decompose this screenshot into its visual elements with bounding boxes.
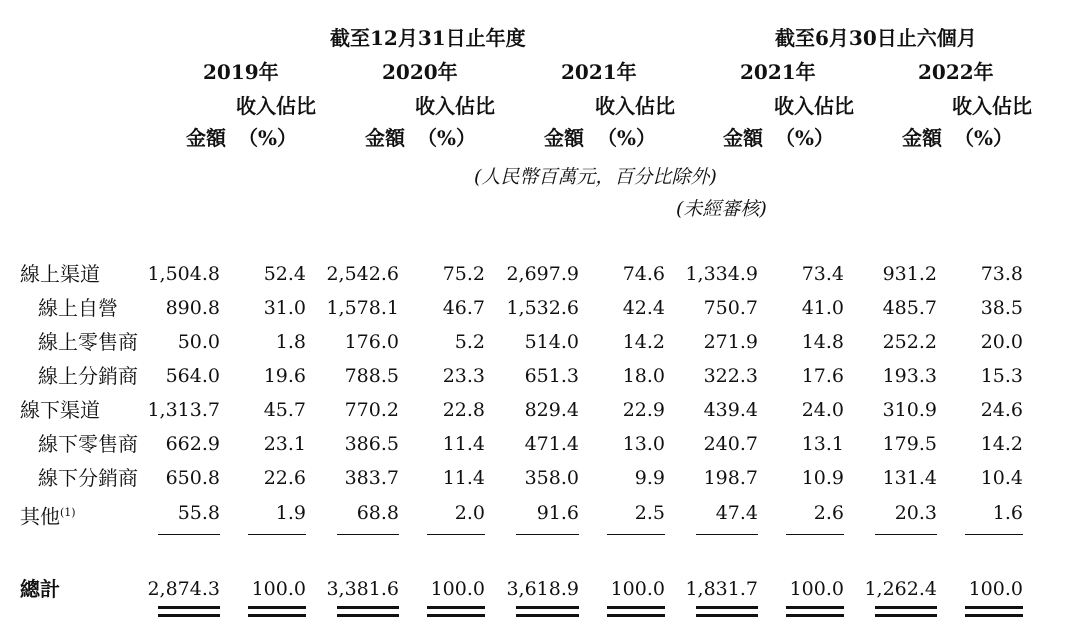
- percent-cell: 42.4: [622, 297, 665, 319]
- percent-cell: 19.6: [263, 365, 306, 387]
- header-amount-label: 金額: [544, 126, 584, 150]
- double-underline: [875, 614, 937, 617]
- amount-cell: 91.6: [536, 502, 579, 524]
- percent-cell: 2.5: [634, 502, 665, 524]
- row-label: 線上渠道: [20, 262, 100, 286]
- amount-cell: 55.8: [177, 502, 220, 524]
- percent-cell: 22.8: [442, 399, 485, 421]
- percent-cell: 24.0: [801, 399, 844, 421]
- percent-cell: 2.6: [813, 502, 844, 524]
- row-label: 線下分銷商: [38, 466, 138, 490]
- row-label: 線上零售商: [38, 330, 138, 354]
- amount-cell: 514.0: [524, 331, 579, 353]
- amount-cell: 2,697.9: [506, 263, 579, 285]
- percent-cell: 45.7: [263, 399, 306, 421]
- amount-cell: 176.0: [344, 331, 399, 353]
- amount-cell: 564.0: [165, 365, 220, 387]
- header-share-label: 收入佔比: [774, 94, 854, 118]
- header-percent-label: （%）: [954, 126, 1014, 150]
- total-percent-cell: 100.0: [251, 578, 306, 600]
- total-amount-cell: 1,831.7: [685, 578, 758, 600]
- amount-cell: 1,532.6: [506, 297, 579, 319]
- amount-cell: 20.3: [894, 502, 937, 524]
- amount-cell: 240.7: [703, 433, 758, 455]
- total-percent-cell: 100.0: [430, 578, 485, 600]
- amount-cell: 471.4: [524, 433, 579, 455]
- double-underline: [696, 614, 758, 617]
- total-amount-cell: 3,618.9: [506, 578, 579, 600]
- amount-cell: 651.3: [524, 365, 579, 387]
- amount-cell: 310.9: [882, 399, 937, 421]
- percent-cell: 10.4: [980, 467, 1023, 489]
- header-percent-label: （%）: [597, 126, 657, 150]
- double-underline: [965, 606, 1023, 609]
- unit-note: (人民幣百萬元，百分比除外): [474, 166, 717, 188]
- amount-cell: 1,334.9: [685, 263, 758, 285]
- header-year-2022-h1: 2022年: [918, 60, 994, 84]
- header-amount-label: 金額: [902, 126, 942, 150]
- amount-cell: 193.3: [882, 365, 937, 387]
- amount-cell: 770.2: [344, 399, 399, 421]
- total-amount-cell: 2,874.3: [147, 578, 220, 600]
- percent-cell: 18.0: [622, 365, 665, 387]
- double-underline: [427, 614, 485, 617]
- percent-cell: 13.1: [801, 433, 844, 455]
- amount-cell: 650.8: [165, 467, 220, 489]
- header-share-label: 收入佔比: [595, 94, 675, 118]
- double-underline: [158, 614, 220, 617]
- percent-cell: 22.6: [263, 467, 306, 489]
- double-underline: [248, 614, 306, 617]
- percent-cell: 75.2: [442, 263, 485, 285]
- percent-cell: 73.8: [980, 263, 1023, 285]
- header-percent-label: （%）: [238, 126, 298, 150]
- double-underline: [158, 606, 220, 609]
- amount-cell: 890.8: [165, 297, 220, 319]
- amount-cell: 750.7: [703, 297, 758, 319]
- amount-cell: 131.4: [882, 467, 937, 489]
- header-year-2019: 2019年: [203, 60, 279, 84]
- amount-cell: 662.9: [165, 433, 220, 455]
- double-underline: [337, 606, 399, 609]
- percent-cell: 17.6: [801, 365, 844, 387]
- amount-cell: 383.7: [344, 467, 399, 489]
- amount-cell: 271.9: [703, 331, 758, 353]
- amount-cell: 1,313.7: [147, 399, 220, 421]
- amount-cell: 439.4: [703, 399, 758, 421]
- double-underline: [516, 606, 579, 609]
- percent-cell: 2.0: [454, 502, 485, 524]
- percent-cell: 22.9: [622, 399, 665, 421]
- header-amount-label: 金額: [723, 126, 763, 150]
- amount-cell: 47.4: [715, 502, 758, 524]
- double-underline: [248, 606, 306, 609]
- header-percent-label: （%）: [417, 126, 477, 150]
- percent-cell: 38.5: [980, 297, 1023, 319]
- percent-cell: 23.1: [263, 433, 306, 455]
- amount-cell: 179.5: [882, 433, 937, 455]
- row-label: 線上自營: [38, 296, 118, 320]
- amount-cell: 931.2: [882, 263, 937, 285]
- percent-cell: 31.0: [263, 297, 306, 319]
- amount-cell: 198.7: [703, 467, 758, 489]
- double-underline: [875, 606, 937, 609]
- double-underline: [607, 606, 665, 609]
- percent-cell: 5.2: [454, 331, 485, 353]
- percent-cell: 23.3: [442, 365, 485, 387]
- amount-cell: 68.8: [356, 502, 399, 524]
- row-label: 其他$^{(1)}$: [20, 504, 76, 529]
- header-six-months-group: 截至6月30日止六個月: [775, 26, 977, 50]
- header-amount-label: 金額: [365, 126, 405, 150]
- amount-cell: 322.3: [703, 365, 758, 387]
- header-year-end-group: 截至12月31日止年度: [330, 26, 526, 50]
- amount-cell: 1,578.1: [326, 297, 399, 319]
- total-percent-cell: 100.0: [789, 578, 844, 600]
- row-label: 線下渠道: [20, 398, 100, 422]
- percent-cell: 24.6: [980, 399, 1023, 421]
- percent-cell: 73.4: [801, 263, 844, 285]
- header-year-2020: 2020年: [382, 60, 458, 84]
- percent-cell: 1.9: [275, 502, 306, 524]
- header-amount-label: 金額: [186, 126, 226, 150]
- double-underline: [607, 614, 665, 617]
- total-label: 總計: [20, 577, 60, 601]
- percent-cell: 11.4: [442, 433, 485, 455]
- row-label: 線下零售商: [38, 432, 138, 456]
- percent-cell: 46.7: [442, 297, 485, 319]
- percent-cell: 74.6: [622, 263, 665, 285]
- total-amount-cell: 1,262.4: [864, 578, 937, 600]
- percent-cell: 15.3: [980, 365, 1023, 387]
- total-amount-cell: 3,381.6: [326, 578, 399, 600]
- header-share-label: 收入佔比: [415, 94, 495, 118]
- percent-cell: 13.0: [622, 433, 665, 455]
- percent-cell: 52.4: [263, 263, 306, 285]
- percent-cell: 14.8: [801, 331, 844, 353]
- amount-cell: 2,542.6: [326, 263, 399, 285]
- amount-cell: 829.4: [524, 399, 579, 421]
- amount-cell: 50.0: [177, 331, 220, 353]
- total-percent-cell: 100.0: [968, 578, 1023, 600]
- percent-cell: 9.9: [634, 467, 665, 489]
- percent-cell: 14.2: [622, 331, 665, 353]
- percent-cell: 11.4: [442, 467, 485, 489]
- amount-cell: 252.2: [882, 331, 937, 353]
- double-underline: [965, 614, 1023, 617]
- header-percent-label: （%）: [775, 126, 835, 150]
- double-underline: [337, 614, 399, 617]
- amount-cell: 1,504.8: [147, 263, 220, 285]
- amount-cell: 386.5: [344, 433, 399, 455]
- percent-cell: 14.2: [980, 433, 1023, 455]
- header-share-label: 收入佔比: [236, 94, 316, 118]
- amount-cell: 485.7: [882, 297, 937, 319]
- double-underline: [427, 606, 485, 609]
- double-underline: [696, 606, 758, 609]
- header-year-2021-h1: 2021年: [740, 60, 816, 84]
- percent-cell: 41.0: [801, 297, 844, 319]
- percent-cell: 1.6: [992, 502, 1023, 524]
- unaudited-note: (未經審核): [676, 198, 767, 220]
- amount-cell: 358.0: [524, 467, 579, 489]
- percent-cell: 10.9: [801, 467, 844, 489]
- percent-cell: 1.8: [275, 331, 306, 353]
- double-underline: [786, 606, 844, 609]
- double-underline: [516, 614, 579, 617]
- footnote-marker: (1): [60, 506, 76, 519]
- header-share-label: 收入佔比: [952, 94, 1032, 118]
- total-percent-cell: 100.0: [610, 578, 665, 600]
- double-underline: [786, 614, 844, 617]
- percent-cell: 20.0: [980, 331, 1023, 353]
- header-year-2021: 2021年: [561, 60, 637, 84]
- row-label: 線上分銷商: [38, 364, 138, 388]
- amount-cell: 788.5: [344, 365, 399, 387]
